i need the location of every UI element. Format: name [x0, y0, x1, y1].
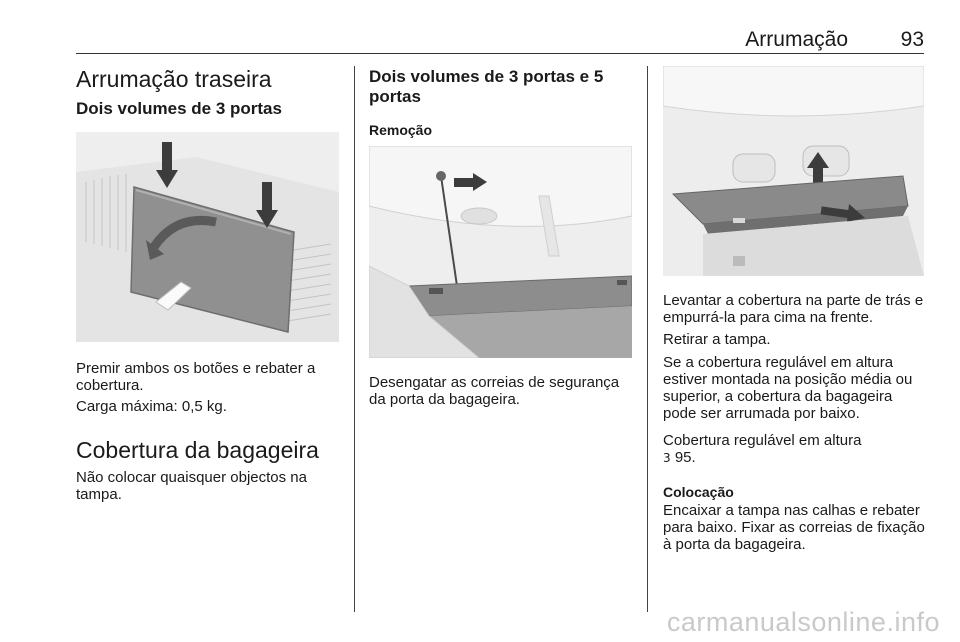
- heading-installation: Colocação: [663, 484, 734, 500]
- watermark: carmanualsonline.info: [666, 607, 940, 637]
- paragraph-max-load: Carga máxima: 0,5 kg.: [76, 398, 227, 415]
- paragraph-lift-cover: Levantar a cobertura na parte de trás e empurrá-la para cima na frente.: [663, 292, 924, 326]
- subtitle-3-door: Dois volumes de 3 portas: [76, 99, 282, 118]
- illustration-lift-cover: [663, 66, 924, 276]
- paragraph-cross-reference: [663, 432, 927, 467]
- paragraph-height-adjustable: Se a cobertura regulável em altura estiver montada na posição média ou superior, a cobertura da bagageira pode ser arrumada por baixo.: [663, 354, 913, 422]
- subtitle-3-and-5-door: Dois volumes de 3 portas e 5 portas: [369, 67, 604, 106]
- cross-reference-link[interactable]: 95.: [674, 449, 696, 466]
- header-rule: [76, 53, 924, 54]
- paragraph-remove-cover: Retirar a tampa.: [663, 331, 771, 348]
- illustration-rear-storage-cover: [76, 132, 339, 342]
- heading-removal: Remoção: [369, 122, 433, 138]
- illustration-tailgate-straps: [369, 146, 632, 358]
- column-divider-2: [647, 66, 648, 612]
- paragraph-no-objects: Não colocar quaisquer objectos na tampa.: [76, 469, 307, 503]
- page-header-title: Arrumação: [745, 28, 848, 51]
- page-number: 93: [900, 28, 924, 51]
- section-title-rear-storage: Arrumação traseira: [76, 66, 272, 92]
- section-title-luggage-cover: Cobertura da bagageira: [76, 437, 319, 463]
- cross-reference-text: Cobertura regulável em altura: [663, 432, 862, 449]
- column-divider-1: [354, 66, 355, 612]
- paragraph-release-straps: Desengatar as correias de segurança da porta da bagageira.: [369, 374, 620, 408]
- page-ref-arrow-icon: 3: [663, 451, 671, 465]
- paragraph-install-cover: Encaixar a tampa nas calhas e rebater para baixo. Fixar as correias de fixação à porta da bagageira.: [663, 502, 925, 553]
- paragraph-press-buttons: Premir ambos os botões e rebater a cobertura.: [76, 360, 316, 394]
